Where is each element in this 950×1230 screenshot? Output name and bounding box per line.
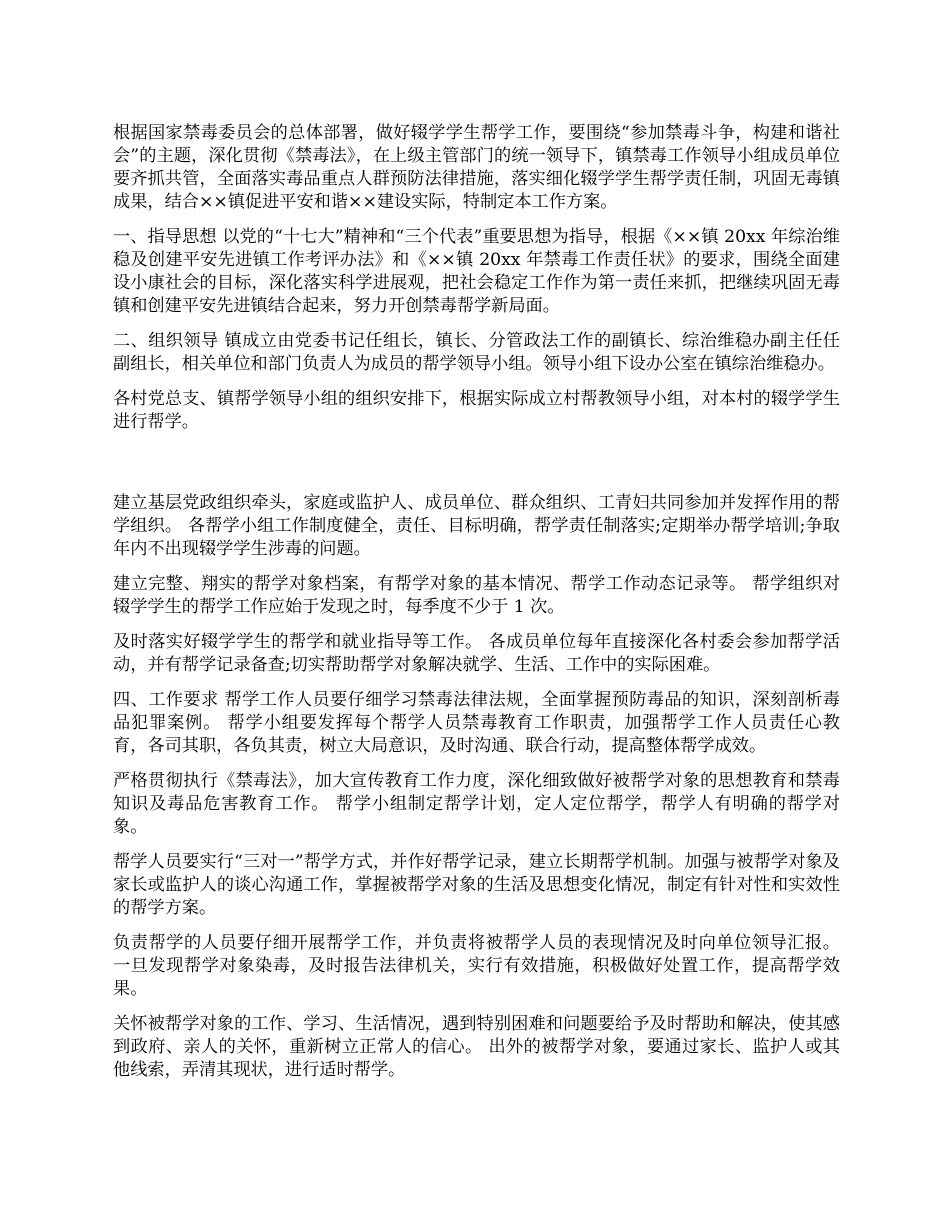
document-body (113, 122, 840, 1094)
paragraph-three-to-one: 帮学人员要实行“三对一”帮学方式，并作好帮学记录，建立长期帮学机制。加强与被帮学对象及家长或监护人的谈心沟通工作，掌握被帮学对象的生活及思想变化情况，制定有针对性和实效性的帮学方案。 (113, 852, 840, 918)
paragraph-archives: 建立完整、翔实的帮学对象档案，有帮学对象的基本情况、帮学工作动态记录等。 帮学组织对辍学学生的帮学工作应始于发现之时，每季度不少于 1 次。 (113, 574, 840, 617)
paragraph-care: 关怀被帮学对象的工作、学习、生活情况，遇到特别困难和问题要给予及时帮助和解决，使其感到政府、亲人的关怀，重新树立正常人的信心。 出外的被帮学对象，要通过家长、监护人或其他线索，弄清其现状，进行适时帮学。 (113, 1014, 840, 1080)
paragraph-grassroots-organization: 建立基层党政组织牵头，家庭或监护人、成员单位、群众组织、工青妇共同参加并发挥作用的帮学组织。 各帮学小组工作制度健全，责任、目标明确，帮学责任制落实;定期举办帮学培训;争取年内不出现辍学学生涉毒的问题。 (113, 493, 840, 559)
paragraph-village-groups: 各村党总支、镇帮学领导小组的组织安排下，根据实际成立村帮教领导小组，对本村的辍学学生进行帮学。 (113, 389, 840, 432)
paragraph-organization-leadership: 二、组织领导 镇成立由党委书记任组长，镇长、分管政法工作的副镇长、综治维稳办副主任任副组长，相关单位和部门负责人为成员的帮学领导小组。领导小组下设办公室在镇综治维稳办。 (113, 331, 840, 374)
paragraph-work-requirements: 四、工作要求 帮学工作人员要仔细学习禁毒法律法规，全面掌握预防毒品的知识，深刻剖析毒品犯罪案例。 帮学小组要发挥每个帮学人员禁毒教育工作职责，加强帮学工作人员责任心教育，各司其职，各负其责，树立大局意识，及时沟通、联合行动，提高整体帮学成效。 (113, 690, 840, 756)
paragraph-responsibility: 负责帮学的人员要仔细开展帮学工作，并负责将被帮学人员的表现情况及时向单位领导汇报。 一旦发现帮学对象染毒，及时报告法律机关，实行有效措施，积极做好处置工作，提高帮学效果。 (113, 933, 840, 999)
paragraph-employment-guidance: 及时落实好辍学学生的帮学和就业指导等工作。 各成员单位每年直接深化各村委会参加帮学活动，并有帮学记录备查;切实帮助帮学对象解决就学、生活、工作中的实际困难。 (113, 632, 840, 675)
paragraph-guiding-ideology: 一、指导思想 以党的“十七大”精神和“三个代表”重要思想为指导，根据《××镇 20xx 年综治维稳及创建平安先进镇工作考评办法》和《××镇 20xx 年禁毒工作责任状》的要求，围绕全面建设小康社会的目标，深化落实科学进展观，把社会稳定工作作为第一责任来抓，把继续巩固无毒镇和创建平安先进镇结合起来，努力开创禁毒帮学新局面。 (113, 227, 840, 316)
paragraph-enforce-law: 严格贯彻执行《禁毒法》，加大宣传教育工作力度，深化细致做好被帮学对象的思想教育和禁毒知识及毒品危害教育工作。 帮学小组制定帮学计划，定人定位帮学，帮学人有明确的帮学对象。 (113, 771, 840, 837)
paragraph-intro: 根据国家禁毒委员会的总体部署，做好辍学学生帮学工作，要围绕“参加禁毒斗争，构建和谐社会”的主题，深化贯彻《禁毒法》，在上级主管部门的统一领导下，镇禁毒工作领导小组成员单位要齐抓共管，全面落实毒品重点人群预防法律措施，落实细化辍学学生帮学责任制，巩固无毒镇成果，结合××镇促进平安和谐××建设实际，特制定本工作方案。 (113, 123, 840, 212)
